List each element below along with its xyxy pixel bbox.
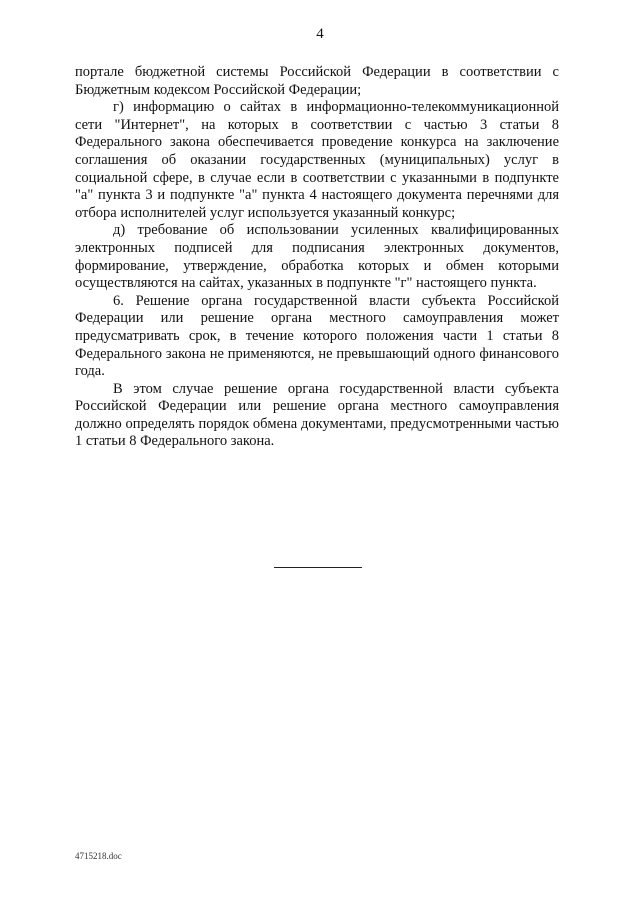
paragraph: В этом случае решение органа государственной власти субъекта Российской Федерации или решение органа местного самоуправления должно определять порядок обмена документами, предусмотренными частью 1 статьи 8 Федерального закона. bbox=[75, 380, 559, 450]
paragraph: д) требование об использовании усиленных квалифицированных электронных подписей для подписания электронных документов, формирование, утверждение, обработка которых и обмен которыми осуществляются на сайтах, указанных в подпункте "г" настоящего пункта. bbox=[75, 222, 559, 292]
paragraph: 6. Решение органа государственной власти субъекта Российской Федерации или решение органа местного самоуправления может предусматривать срок, в течение которого положения части 1 статьи 8 Федерального закона не применяются, не превышающий одного финансового года. bbox=[75, 292, 559, 380]
end-separator-line bbox=[274, 567, 362, 568]
page-number: 4 bbox=[316, 26, 324, 42]
footer-filename: 4715218.doc bbox=[75, 851, 122, 861]
paragraph: портале бюджетной системы Российской Федерации в соответствии с Бюджетным кодексом Российской Федерации; bbox=[75, 64, 559, 98]
document-body bbox=[75, 64, 559, 451]
paragraph: г) информацию о сайтах в информационно-телекоммуникационной сети "Интернет", на которых в соответствии с частью 3 статьи 8 Федерального закона обеспечивается проведение конкурса на заключение соглашения об оказании государственных (муниципальных) услуг в социальной сфере, в случае если в соответствии с указанными в подпункте "а" пункта 3 и подпункте "а" пункта 4 настоящего документа перечнями для отбора исполнителей услуг используется указанный конкурс; bbox=[75, 99, 559, 221]
